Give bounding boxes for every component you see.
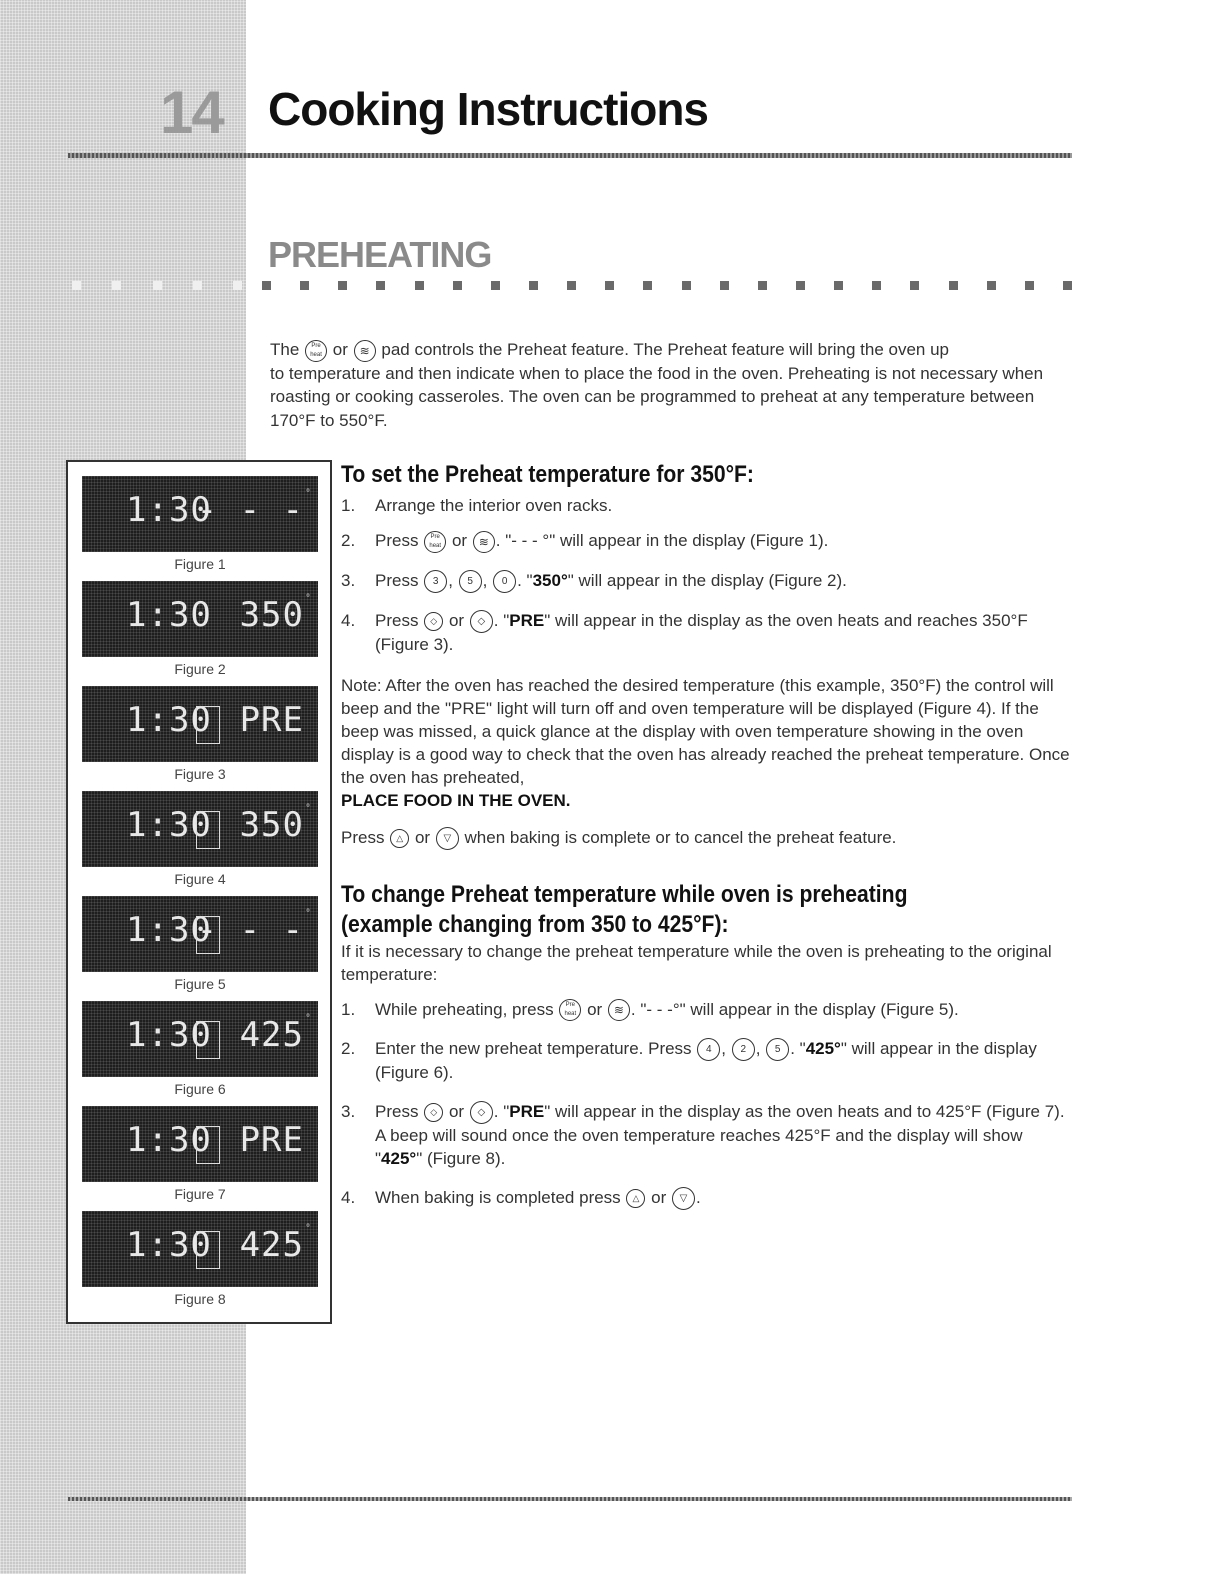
display-screen: 1:30 425 ° bbox=[82, 1211, 318, 1287]
key-3-icon: 3 bbox=[424, 570, 447, 593]
display-screen: 1:30 425 ° bbox=[82, 1001, 318, 1077]
set-step-3: 3. Press 3 , 5 , 0 . "350°" will appear in the display (Figure 2). bbox=[341, 569, 1071, 593]
title-rule bbox=[68, 153, 1072, 158]
set-preheat-heading: To set the Preheat temperature for 350°F: bbox=[341, 461, 754, 488]
display-screen: 1:30 350 ° bbox=[82, 791, 318, 867]
display-clock: 1:30 bbox=[126, 1015, 212, 1055]
section-heading: PREHEATING bbox=[268, 234, 492, 275]
display-value: 425 bbox=[239, 1015, 304, 1055]
figure-label: Figure 6 bbox=[174, 1081, 226, 1097]
preheat-note: Note: After the oven has reached the desired temperature (this example, 350°F) the control will beep and the "PRE" light will turn off and oven temperature will be displayed (Figure 4). If the beep was missed, a quick glance at the display with oven temperature showing in the oven display is a good way to check that the oven has already reached the preheat temperature. Once the oven has preheated, PLACE FOOD IN THE OVEN. bbox=[341, 675, 1070, 810]
display-screen bbox=[82, 1106, 318, 1182]
display-clock: 1:30 bbox=[126, 1225, 212, 1265]
figure-7 bbox=[82, 1106, 318, 1202]
heat-pad-icon: ≋ bbox=[608, 999, 630, 1021]
key-5-icon: 5 bbox=[766, 1038, 789, 1061]
section-dots bbox=[262, 281, 1072, 291]
key-0-icon: 0 bbox=[493, 570, 516, 593]
figure-4 bbox=[82, 791, 318, 887]
figure-label: Figure 4 bbox=[174, 871, 226, 887]
key-5-icon: 5 bbox=[459, 570, 482, 593]
preheat-pad-icon: Pre heat bbox=[305, 340, 327, 362]
display-clock: 1:30 bbox=[126, 700, 212, 740]
change-preheat-heading: To change Preheat temperature while oven is preheating bbox=[341, 880, 908, 908]
set-step-1: 1. Arrange the interior oven racks. bbox=[341, 496, 613, 515]
start-key-icon: ◇ bbox=[470, 610, 493, 633]
display-screen: 1:30 350 ° bbox=[82, 581, 318, 657]
heat-pad-icon: ≋ bbox=[473, 531, 495, 553]
figure-label: Figure 1 bbox=[174, 556, 226, 572]
cancel-key-icon: ▽ bbox=[672, 1187, 695, 1210]
display-screen bbox=[82, 686, 318, 762]
change-step-4: 4. When baking is completed press △ or ▽ . bbox=[341, 1186, 1071, 1210]
figure-label: Figure 3 bbox=[174, 766, 226, 782]
start-key-icon: ◇ bbox=[470, 1101, 493, 1124]
cancel-pad-icon: △ bbox=[390, 829, 409, 848]
set-step-2: 2. Press Pre heat or ≋ . "- - - °" will appear in the display (Figure 1). bbox=[341, 529, 1071, 553]
display-value: PRE bbox=[239, 700, 304, 740]
display-indicator-box bbox=[196, 811, 220, 849]
change-step-1: 1. While preheating, press Pre heat or ≋ . "- - -°" will appear in the display (Figure 5). bbox=[341, 998, 1071, 1022]
figure-5 bbox=[82, 896, 318, 992]
change-step-2: 2. Enter the new preheat temperature. Press 4 , 2 , 5 . "425°" will appear in the display (Figure 6). bbox=[341, 1039, 1037, 1083]
figure-label: Figure 7 bbox=[174, 1186, 226, 1202]
cancel-pad-icon: △ bbox=[626, 1189, 645, 1208]
display-value: 350 bbox=[239, 595, 304, 635]
display-indicator-box bbox=[196, 706, 220, 744]
display-screen: 1:30 - - - ° bbox=[82, 896, 318, 972]
figure-label: Figure 2 bbox=[174, 661, 226, 677]
figure-2 bbox=[82, 581, 318, 677]
instructions-column bbox=[341, 460, 1071, 1210]
key-4-icon: 4 bbox=[697, 1038, 720, 1061]
display-clock: 1:30 bbox=[126, 595, 212, 635]
intro-paragraph: The Pre heat or ≋ pad controls the Preheat feature. The Preheat feature will bring the oven up to temperature and then indicate when to place the food in the oven. Preheating is not necessary when roasting or cooking casseroles. The oven can be programmed to preheat at any temperature between 170°F to 550°F. bbox=[270, 340, 1044, 430]
set-step-4: 4. Press ◇ or ◇ . "PRE" will appear in the display as the oven heats and reaches 350°F (Figure 3). bbox=[341, 610, 1028, 654]
figure-3 bbox=[82, 686, 318, 782]
footer-rule bbox=[68, 1497, 1072, 1501]
page-title: Cooking Instructions bbox=[268, 83, 708, 135]
display-clock: 1:30 bbox=[126, 1120, 212, 1160]
display-indicator-box bbox=[196, 1126, 220, 1164]
figure-1 bbox=[82, 476, 318, 572]
display-value: 425 bbox=[239, 1225, 304, 1265]
figure-label: Figure 5 bbox=[174, 976, 226, 992]
figure-label: Figure 8 bbox=[174, 1291, 226, 1307]
change-intro: If it is necessary to change the preheat temperature while the oven is preheating to the original temperature: bbox=[341, 941, 1052, 984]
preheat-pad-icon: Pre heat bbox=[559, 999, 581, 1021]
display-screen: 1:30 - - - ° bbox=[82, 476, 318, 552]
figure-8 bbox=[82, 1211, 318, 1307]
start-pad-icon: ◇ bbox=[424, 612, 443, 631]
display-value: - - - bbox=[196, 490, 304, 530]
key-2-icon: 2 bbox=[732, 1038, 755, 1061]
change-step-3: 3. Press ◇ or ◇ . "PRE" will appear in the display as the oven heats and to 425°F (Figure 7). A beep will sound once the oven temperature reaches 425°F and the display will show "425°" (Figure 8). bbox=[341, 1102, 1065, 1169]
display-clock: 1:30 bbox=[126, 490, 212, 530]
section-dots-left bbox=[72, 281, 242, 291]
figure-6 bbox=[82, 1001, 318, 1097]
display-clock: 1:30 bbox=[126, 805, 212, 845]
display-clock: 1:30 bbox=[126, 910, 212, 950]
heat-pad-icon: ≋ bbox=[354, 340, 376, 362]
start-pad-icon: ◇ bbox=[424, 1103, 443, 1122]
display-indicator-box bbox=[196, 1231, 220, 1269]
display-indicator-box bbox=[196, 1021, 220, 1059]
display-value: PRE bbox=[239, 1120, 304, 1160]
preheat-pad-icon: Pre heat bbox=[424, 531, 446, 553]
display-value: 350 bbox=[239, 805, 304, 845]
display-value: - - - bbox=[196, 910, 304, 950]
page-number: 14 bbox=[160, 79, 223, 146]
change-preheat-subheading: (example changing from 350 to 425°F): bbox=[341, 910, 729, 938]
cancel-key-icon: ▽ bbox=[436, 827, 459, 850]
cancel-instruction: Press △ or ▽ when baking is complete or to cancel the preheat feature. bbox=[341, 826, 1071, 850]
figure-panel bbox=[66, 460, 332, 1324]
